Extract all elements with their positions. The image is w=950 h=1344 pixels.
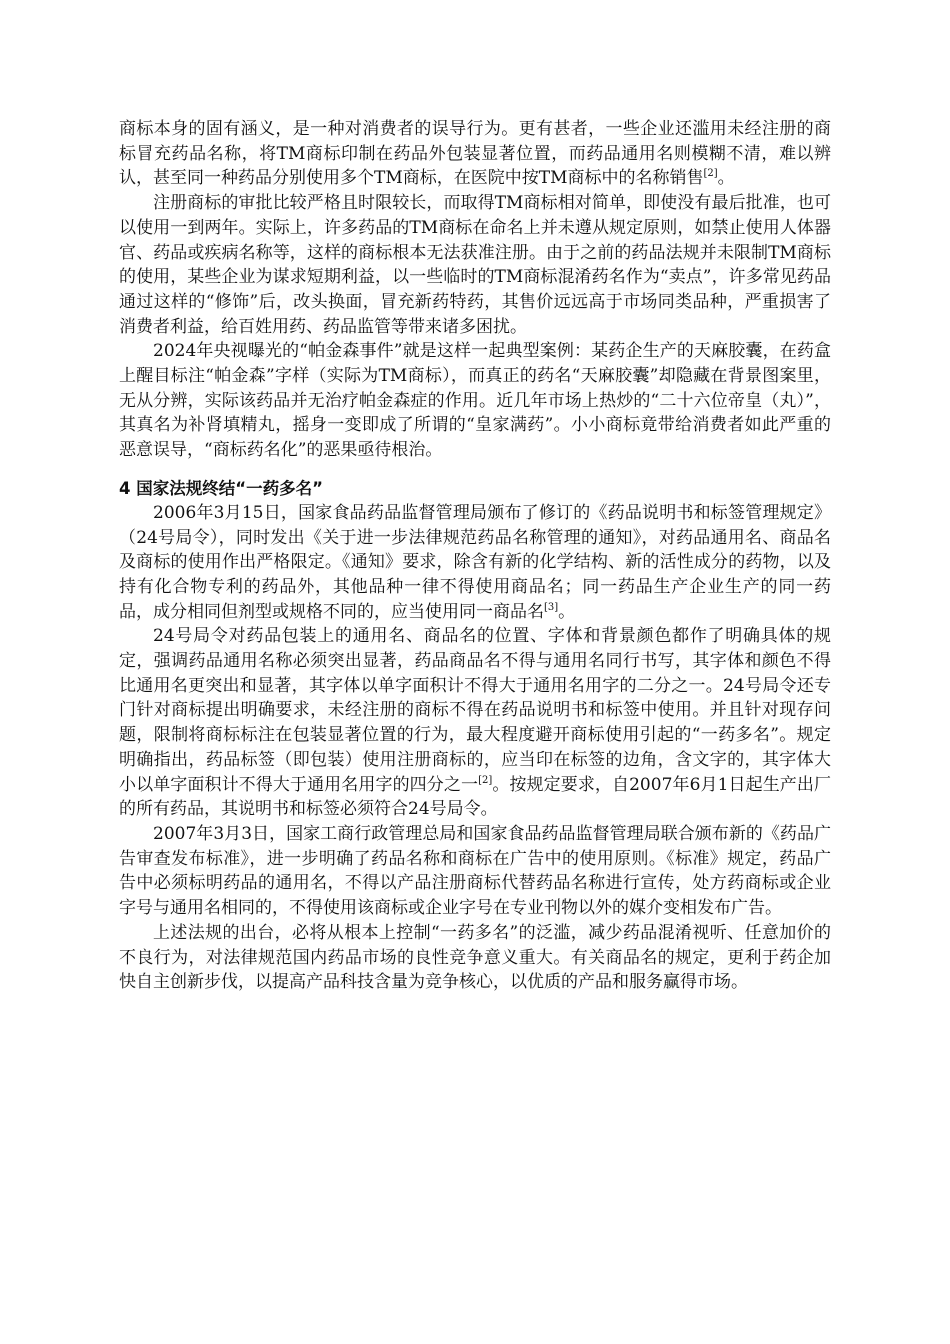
paragraph-text: 上述法规的出台，必将从根本上控制“一药多名”的泛滥，减少药品混淆视听、任意加价的不良行为，对法律规范国内药品市场的良性竞争意义重大。有关商品名的规定，更利于药企加快自主创新步伐，以提高产品科技含量为竞争核心，以优质的产品和服务赢得市场。: [119, 922, 831, 993]
citation-ref: [2]: [703, 168, 718, 180]
paragraph-conclusion: [119, 921, 831, 995]
paragraph-tm-registration: [119, 191, 831, 339]
citation-ref: [3]: [544, 601, 559, 613]
paragraph-2007-advertising: [119, 822, 831, 921]
paragraph-parkinson-case: [119, 339, 831, 463]
section-heading: 4 国家法规终结“一药多名”: [119, 478, 323, 498]
document-page: [119, 117, 831, 995]
paragraph-tail: 。: [558, 601, 576, 622]
paragraph-tail: 。: [717, 168, 735, 189]
paragraph-text: 注册商标的审批比较严格且时限较长，而取得TM商标相对简单，即使没有最后批准，也可以使用一到两年。实际上，许多药品的TM商标在命名上并未遵从规定原则，如禁止使用人体器官、药品或疾病名称等，这样的商标根本无法获准注册。由于之前的药品法规并未限制TM商标的使用，某些企业为谋求短期利益，以一些临时的TM商标混淆药名作为“卖点”，许多常见药品通过这样的“修饰”后，改头换面，冒充新药特药，其售价远远高于市场同类品种，严重损害了消费者利益，给百姓用药、药品监管等带来诸多困扰。: [119, 193, 831, 337]
paragraph-trademark-misuse: [119, 117, 831, 191]
paragraph-text: 2024年央视曝光的“帕金森事件”就是这样一起典型案例：某药企生产的天麻胶囊，在药盒上醒目标注“帕金森”字样（实际为TM商标），而真正的药名“天麻胶囊”却隐藏在背景图案里，无从分辨，实际该药品并无治疗帕金森症的作用。近几年市场上热炒的“二十六位帝皇（丸）”，其真名为补肾填精丸，摇身一变即成了所谓的“皇家满药”。小小商标竟带给消费者如此严重的恶意误导，“商标药名化”的恶果亟待根治。: [119, 341, 831, 461]
paragraph-text: 24号局令对药品包装上的通用名、商品名的位置、字体和背景颜色都作了明确具体的规定，强调药品通用名称必须突出显著，药品商品名不得与通用名同行书写，其字体和颜色不得比通用名更突出和显著，其字体以单字面积计不得大于通用名用字的二分之一。24号局令还专门针对商标提出明确要求，未经注册的商标不得在药品说明书和标签中使用。并且针对现存问题，限制将商标标注在包装显著位置的行为，最大程度避开商标使用引起的“一药多名”。规定明确指出，药品标签（即包装）使用注册商标的，应当印在标签的边角，含文字的，其字体大小以单字面积计不得大于通用名用字的四分之一: [119, 626, 831, 795]
paragraph-2006-regulation: [119, 501, 831, 625]
citation-ref: [2]: [478, 774, 493, 786]
paragraph-text: 商标本身的固有涵义，是一种对消费者的误导行为。更有甚者，一些企业还滥用未经注册的商标冒充药品名称，将TM商标印制在药品外包装显著位置，而药品通用名则模糊不清，难以辨认，甚至同一种药品分别使用多个TM商标，在医院中按TM商标中的名称销售: [119, 119, 831, 189]
paragraph-tail: 。按规定要求，自2007年6月1日起生产出厂的所有药品，其说明书和标签必须符合24号局令。: [119, 774, 831, 820]
paragraph-text: 2006年3月15日，国家食品药品监督管理局颁布了修订的《药品说明书和标签管理规定》（24号局令），同时发出《关于进一步法律规范药品名称管理的通知》，对药品通用名、商品名及商标的使用作出严格限定。《通知》要求，除含有新的化学结构、新的活性成分的药物，以及持有化合物专利的药品外，其他品种一律不得使用商品名；同一药品生产企业生产的同一药品，成分相同但剂型或规格不同的，应当使用同一商品名: [119, 502, 831, 622]
paragraph-order-24: [119, 624, 831, 822]
paragraph-text: 2007年3月3日，国家工商行政管理总局和国家食品药品监督管理局联合颁布新的《药品广告审查发布标准》，进一步明确了药品名称和商标在广告中的使用原则。《标准》规定，药品广告中必须标明药品的通用名，不得以产品注册商标代替药品名称进行宣传，处方药商标或企业字号与通用名相同的，不得使用该商标或企业字号在专业刊物以外的媒介变相发布广告。: [119, 823, 831, 919]
